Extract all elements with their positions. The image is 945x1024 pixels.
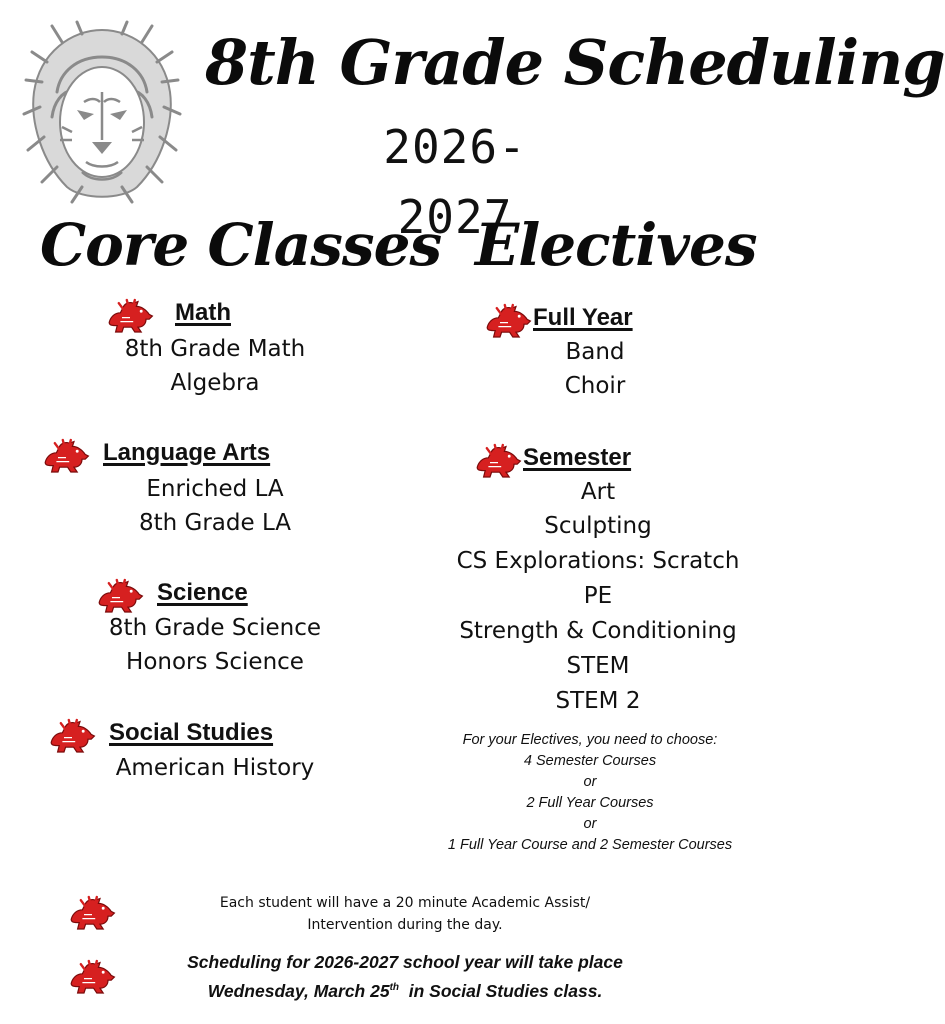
section-heading-semester: Semester bbox=[523, 444, 632, 471]
lion-head-logo bbox=[22, 22, 182, 207]
scheduling-date: Wednesday, March 25 bbox=[207, 980, 390, 1001]
lion-mascot-icon bbox=[42, 436, 90, 476]
course-item: 8th Grade Science bbox=[108, 615, 322, 641]
section-heading-full-year: Full Year bbox=[533, 304, 633, 331]
course-item: Strength & Conditioning bbox=[459, 618, 737, 644]
lion-mascot-icon bbox=[68, 893, 116, 933]
course-item: Art bbox=[580, 479, 616, 505]
academic-assist-line: Intervention during the day. bbox=[307, 917, 503, 933]
course-item: PE bbox=[583, 583, 613, 609]
course-item: Algebra bbox=[170, 370, 260, 396]
course-item: Enriched LA bbox=[146, 476, 284, 502]
course-item: STEM bbox=[566, 653, 630, 679]
course-item: CS Explorations: Scratch bbox=[456, 548, 740, 574]
scheduling-date-line bbox=[110, 975, 700, 1004]
date-suffix: th bbox=[389, 982, 400, 993]
school-year: 2026-2027 bbox=[383, 120, 527, 244]
electives-note-or: or bbox=[583, 816, 597, 832]
academic-assist-line: Each student will have a 20 minute Academic Assist/ bbox=[219, 895, 591, 911]
course-item: 8th Grade Math bbox=[124, 336, 306, 362]
electives-note-or: or bbox=[583, 774, 597, 790]
electives-note-line: 1 Full Year Course and 2 Semester Courses bbox=[447, 837, 733, 853]
course-item: Honors Science bbox=[126, 649, 304, 675]
page-title: 8th Grade Scheduling bbox=[205, 26, 945, 99]
core-classes-heading: Core Classes bbox=[40, 211, 442, 279]
lion-mascot-icon bbox=[96, 576, 144, 616]
electives-note-line: 4 Semester Courses bbox=[523, 753, 657, 769]
electives-note-line: 2 Full Year Courses bbox=[526, 795, 654, 811]
electives-heading: Electives bbox=[475, 211, 757, 279]
lion-mascot-icon bbox=[48, 716, 96, 756]
scheduling-location: in Social Studies class. bbox=[399, 980, 603, 1001]
scheduling-date-line: Scheduling for 2026-2027 school year will take place bbox=[187, 952, 623, 972]
course-item: American History bbox=[115, 755, 315, 781]
course-item: Choir bbox=[564, 373, 626, 399]
lion-mascot-icon bbox=[106, 296, 154, 336]
section-heading-social-studies: Social Studies bbox=[109, 719, 274, 746]
section-heading-language-arts: Language Arts bbox=[103, 439, 271, 466]
course-item: 8th Grade LA bbox=[138, 510, 292, 536]
section-heading-math: Math bbox=[175, 299, 231, 326]
course-item: Band bbox=[565, 339, 625, 365]
lion-mascot-icon bbox=[68, 957, 116, 997]
course-item: Sculpting bbox=[544, 513, 652, 539]
electives-note-line: For your Electives, you need to choose: bbox=[462, 732, 718, 748]
section-heading-science: Science bbox=[157, 579, 248, 606]
course-item: STEM 2 bbox=[555, 688, 641, 714]
